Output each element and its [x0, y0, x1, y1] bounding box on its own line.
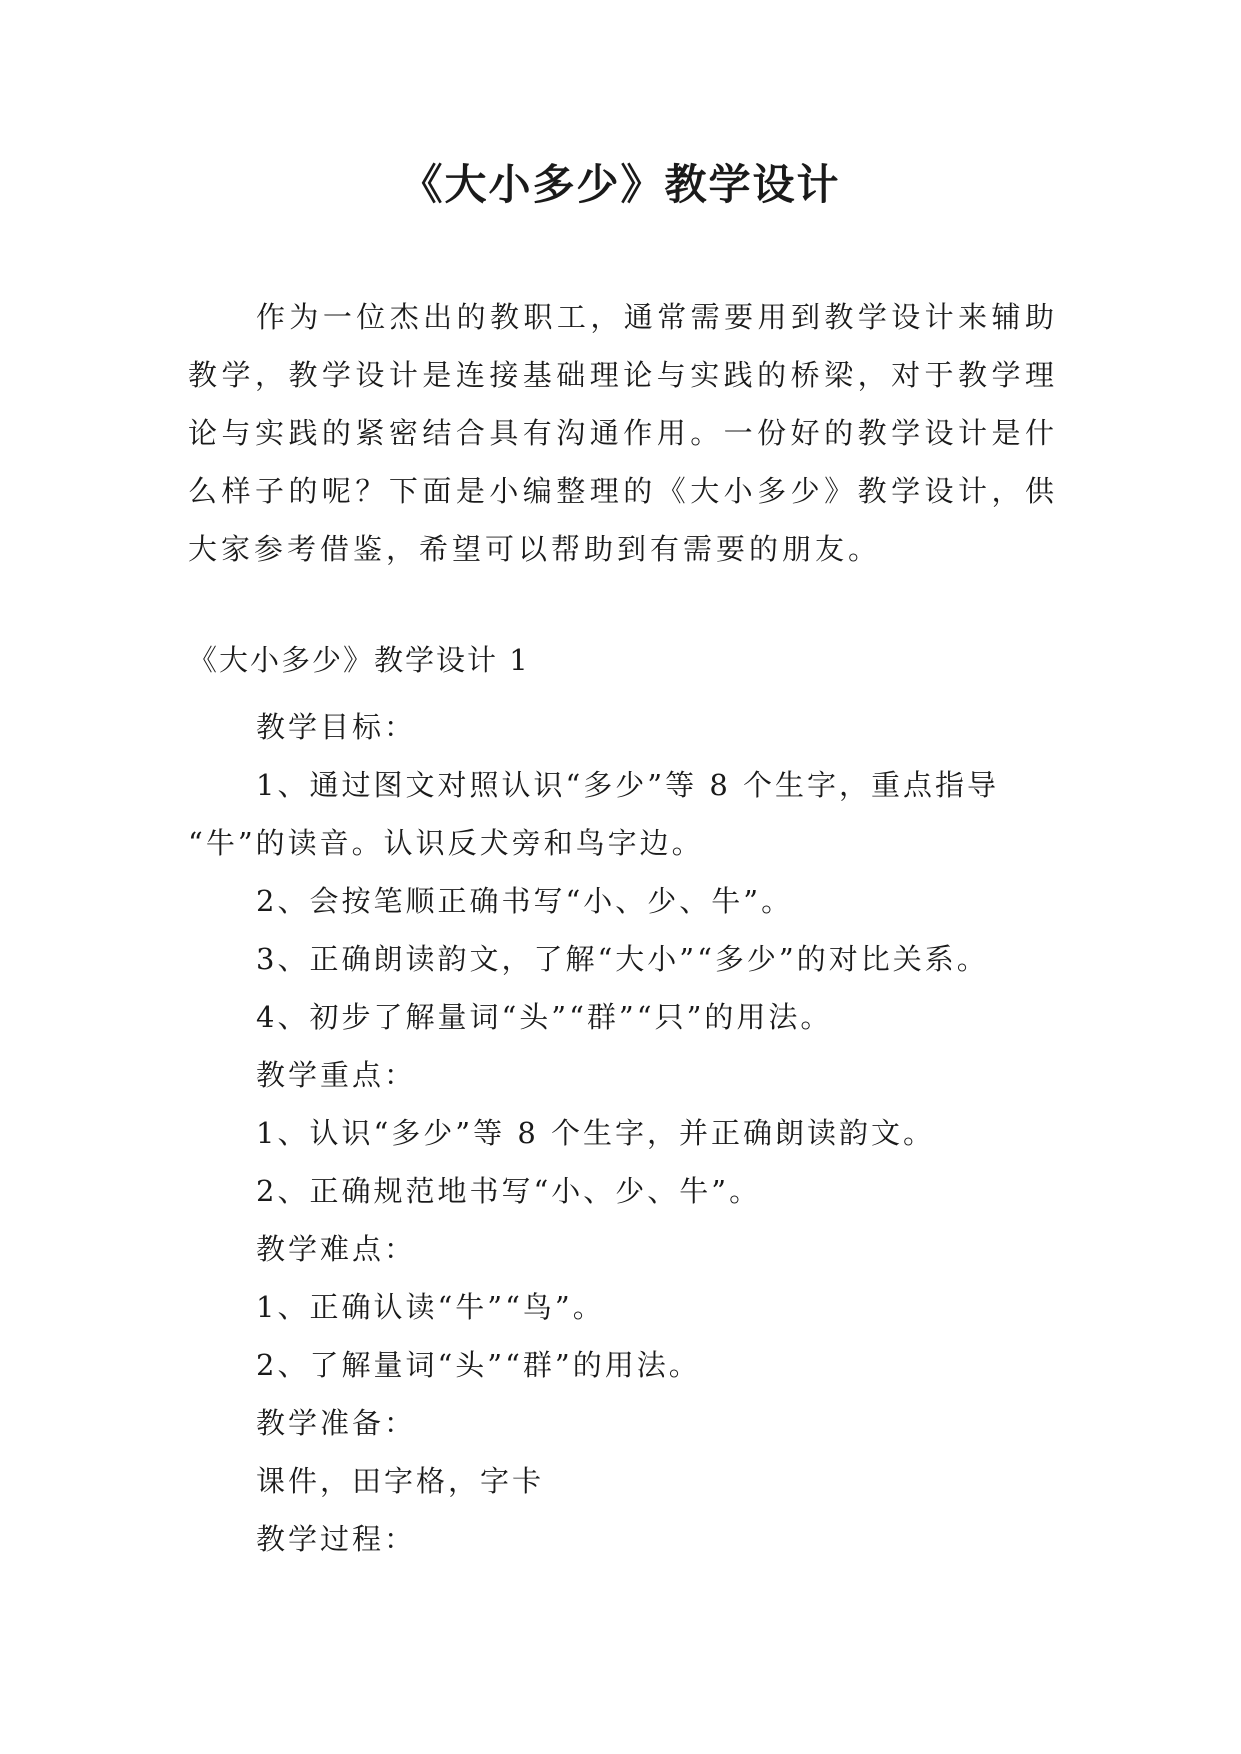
- intro-paragraph: 作为一位杰出的教职工，通常需要用到教学设计来辅助教学，教学设计是连接基础理论与实践的桥梁，对于教学理论与实践的紧密结合具有沟通作用。一份好的教学设计是什么样子的呢？下面是小编整理的《大小多少》教学设计，供大家参考借鉴，希望可以帮助到有需要的朋友。: [188, 300, 1058, 566]
- goal-item-3: 3、正确朗读韵文，了解“大小”“多少”的对比关系。: [256, 942, 989, 976]
- focus-item-1: 1、认识“多少”等 8 个生字，并正确朗读韵文。: [256, 1116, 935, 1150]
- section-body: [188, 698, 1068, 1568]
- goal-item-1: 1、通过图文对照认识“多少”等 8 个生字，重点指导: [256, 768, 999, 802]
- label-teaching-focus: 教学重点：: [256, 1058, 417, 1092]
- label-teaching-preparation: 教学准备：: [256, 1406, 417, 1440]
- document-title: 《大小多少》教学设计: [400, 160, 841, 209]
- goal-item-2: 2、会按笔顺正确书写“小、少、牛”。: [256, 884, 794, 918]
- preparation-items: 课件，田字格，字卡: [256, 1464, 545, 1498]
- label-teaching-difficulty: 教学难点：: [256, 1232, 417, 1266]
- label-teaching-goals: 教学目标：: [256, 710, 417, 744]
- difficulty-item-1: 1、正确认读“牛”“鸟”。: [256, 1290, 605, 1324]
- section-heading: 《大小多少》教学设计 1: [188, 643, 530, 677]
- goal-item-1-continued: “牛”的读音。认识反犬旁和鸟字边。: [188, 826, 704, 860]
- focus-item-2: 2、正确规范地书写“小、少、牛”。: [256, 1174, 762, 1208]
- difficulty-item-2: 2、了解量词“头”“群”的用法。: [256, 1348, 701, 1382]
- goal-item-4: 4、初步了解量词“头”“群”“只”的用法。: [256, 1000, 833, 1034]
- label-teaching-process: 教学过程：: [256, 1522, 417, 1556]
